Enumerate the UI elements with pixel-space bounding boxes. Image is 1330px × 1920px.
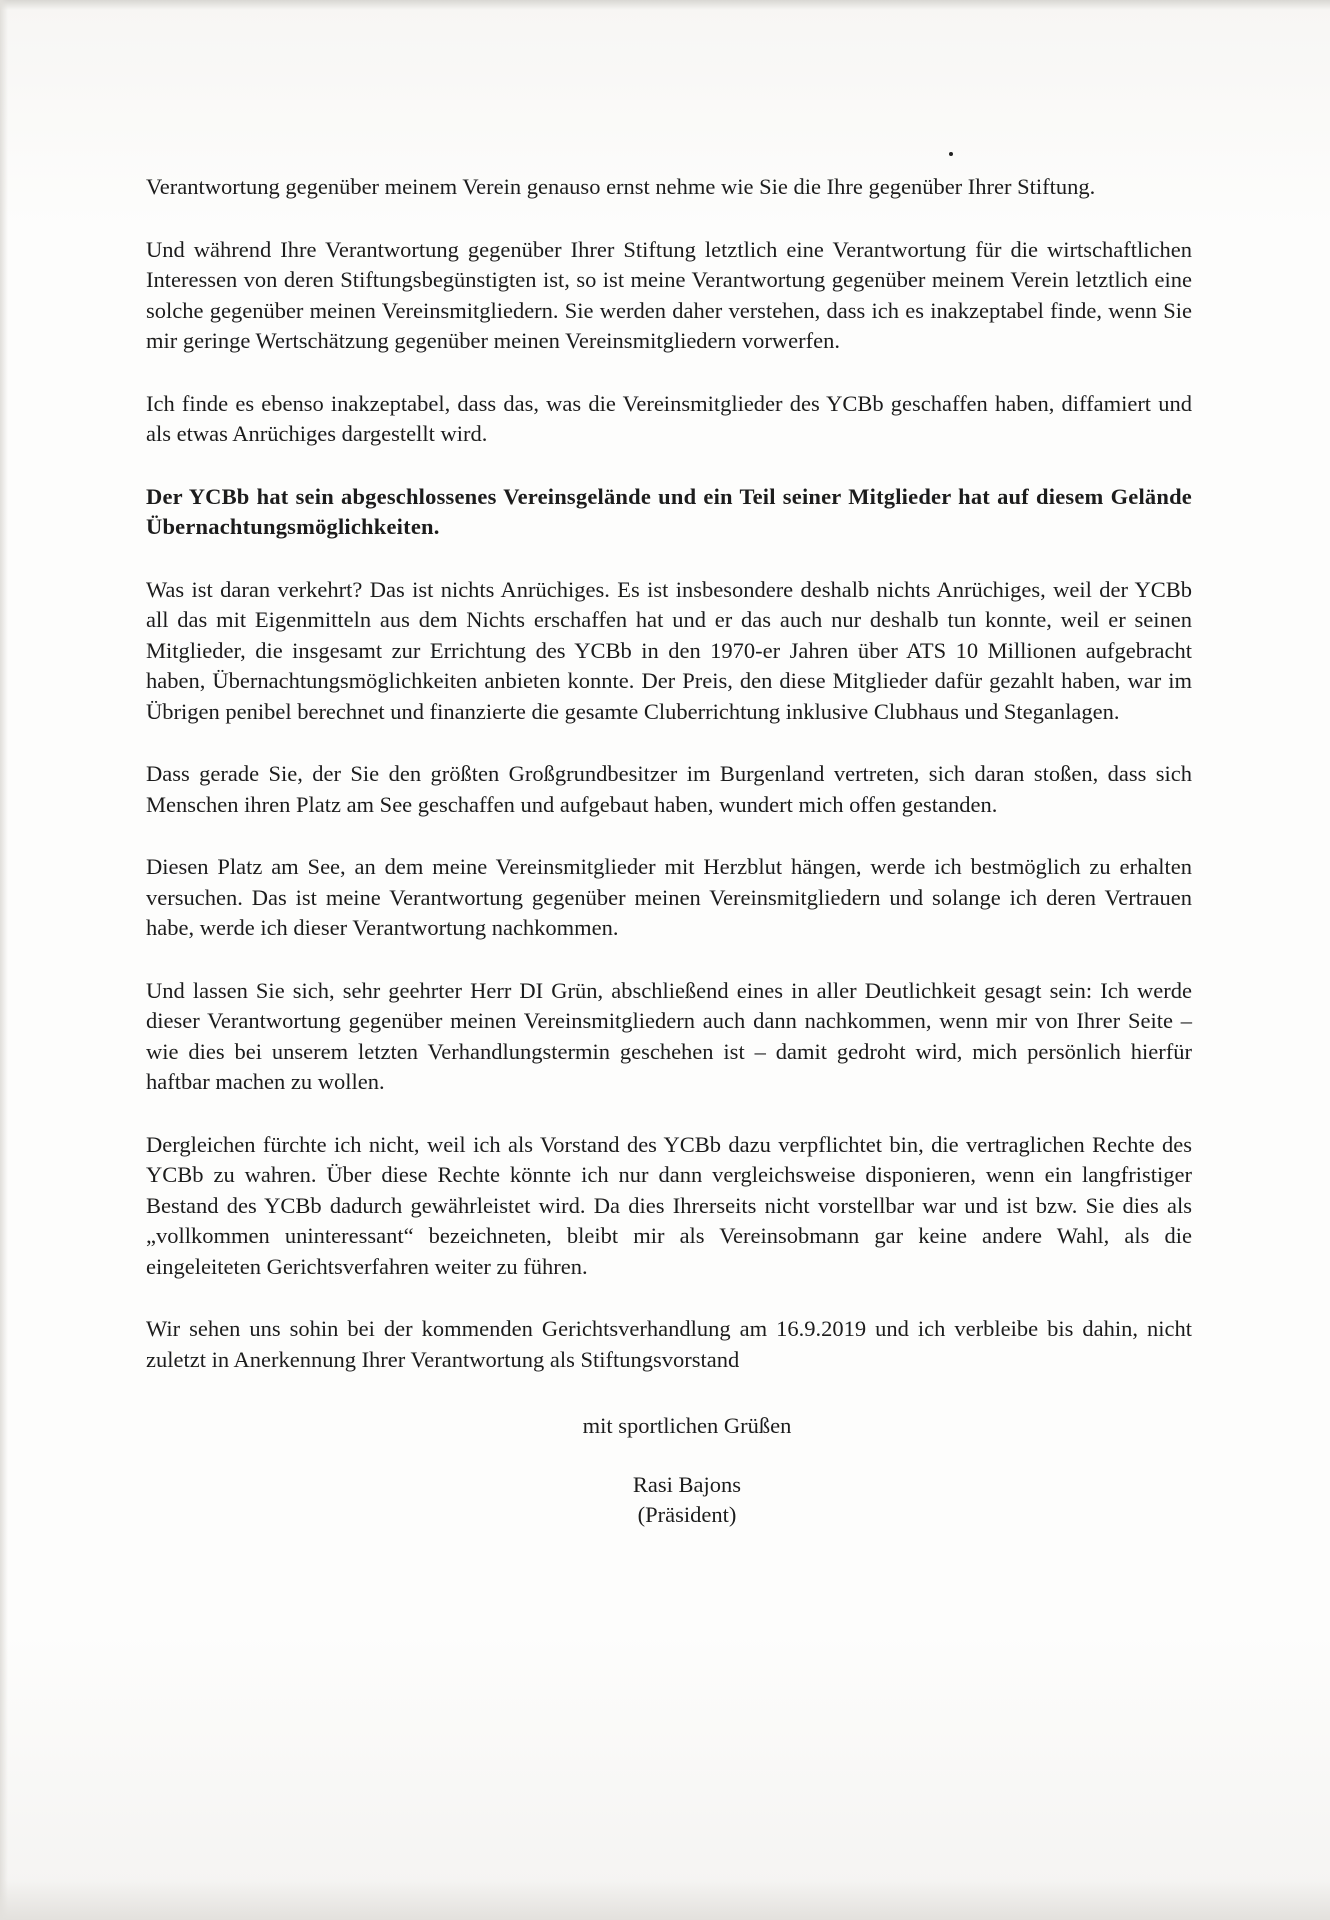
paragraph-6: Dass gerade Sie, der Sie den größten Großgrundbesitzer im Burgenland vertreten, sich daran stoßen, dass sich Menschen ihren Platz am See geschaffen und aufgebaut haben, wundert mich offen gestanden. (146, 761, 1192, 817)
page-shadow-bottom (0, 1880, 1330, 1920)
paragraph-4-emphasis: Der YCBb hat sein abgeschlossenes Vereinsgelände und ein Teil seiner Mitglieder hat auf diesem Gelände Übernachtungsmöglichkeiten. (146, 483, 1192, 539)
page-shadow-left (0, 0, 8, 1920)
paragraph-1: Verantwortung gegenüber meinem Verein genauso ernst nehme wie Sie die Ihre gegenüber Ihrer Stiftung. (146, 174, 1096, 199)
paragraph-3: Ich finde es ebenso inakzeptabel, dass das, was die Vereinsmitglieder des YCBb geschaffen haben, diffamiert und als etwas Anrüchiges dargestellt wird. (146, 390, 1192, 446)
paragraph-10: Wir sehen uns sohin bei der kommenden Gerichtsverhandlung am 16.9.2019 und ich verbleibe bis dahin, nicht zuletzt in Anerkennung Ihrer Verantwortung als Stiftungsvorstand (146, 1316, 1192, 1372)
paragraph-7: Diesen Platz am See, an dem meine Vereinsmitglieder mit Herzblut hängen, werde ich bestmöglich zu erhalten versuchen. Das ist meine Verantwortung gegenüber meinen Vereinsmitgliedern und solange ich deren Vertrauen habe, werde ich dieser Verantwortung nachkommen. (146, 854, 1192, 940)
scan-speck (949, 152, 953, 156)
signer-name: Rasi Bajons (632, 1471, 742, 1497)
paragraph-5: Was ist daran verkehrt? Das ist nichts Anrüchiges. Es ist insbesondere deshalb nichts Anrüchiges, weil der YCBb all das mit Eigenmitteln aus dem Nichts erschaffen hat und er das auch nur deshalb tun konnte, weil er seinen Mitglieder, die insgesamt zur Errichtung des YCBb in den 1970-er Jahren über ATS 10 Millionen aufgebracht haben, Übernachtungsmöglichkeiten anbieten konnte. Der Preis, den diese Mitglieder dafür gezahlt haben, war im Übrigen penibel berechnet und finanzierte die gesamte Cluberrichtung inklusive Clubhaus und Steganlagen. (146, 576, 1192, 724)
paragraph-8: Und lassen Sie sich, sehr geehrter Herr DI Grün, abschließend eines in aller Deutlichkeit gesagt sein: Ich werde dieser Verantwortung gegenüber meinen Vereinsmitgliedern auch dann nachkommen, wenn mir von Ihrer Seite – wie dies bei unserem letzten Verhandlungstermin geschehen ist – damit gedroht wird, mich persönlich hierfür haftbar machen zu wollen. (146, 977, 1192, 1094)
closing-greeting: mit sportlichen Grüßen (582, 1413, 792, 1438)
paragraph-2: Und während Ihre Verantwortung gegenüber Ihrer Stiftung letztlich eine Verantwortung für die wirtschaftlichen Interessen von deren Stiftungsbegünstigten ist, so ist meine Verantwortung gegenüber meinem Verein letztlich eine solche gegenüber meinen Vereinsmitgliedern. Sie werden daher verstehen, dass ich es inakzeptabel finde, wenn Sie mir geringe Wertschätzung gegenüber meinen Vereinsmitgliedern vorwerfen. (146, 236, 1192, 353)
paragraph-9: Dergleichen fürchte ich nicht, weil ich als Vorstand des YCBb dazu verpflichtet bin, die vertraglichen Rechte des YCBb zu wahren. Über diese Rechte könnte ich nur dann vergleichsweise disponieren, wenn ein langfristiger Bestand des YCBb dadurch gewährleistet wird. Da dies Ihrerseits nicht vorstellbar war und ist bzw. Sie dies als „vollkommen uninteressant“ bezeichneten, bleibt mir als Vereinsobmann gar keine andere Wahl, als die eingeleiteten Gerichtsverfahren weiter zu führen. (146, 1131, 1192, 1279)
closing-block (164, 1411, 1210, 1531)
signer-role: (Präsident) (637, 1502, 737, 1527)
page-shadow-top (0, 0, 1330, 10)
letter-body (146, 172, 1192, 1531)
